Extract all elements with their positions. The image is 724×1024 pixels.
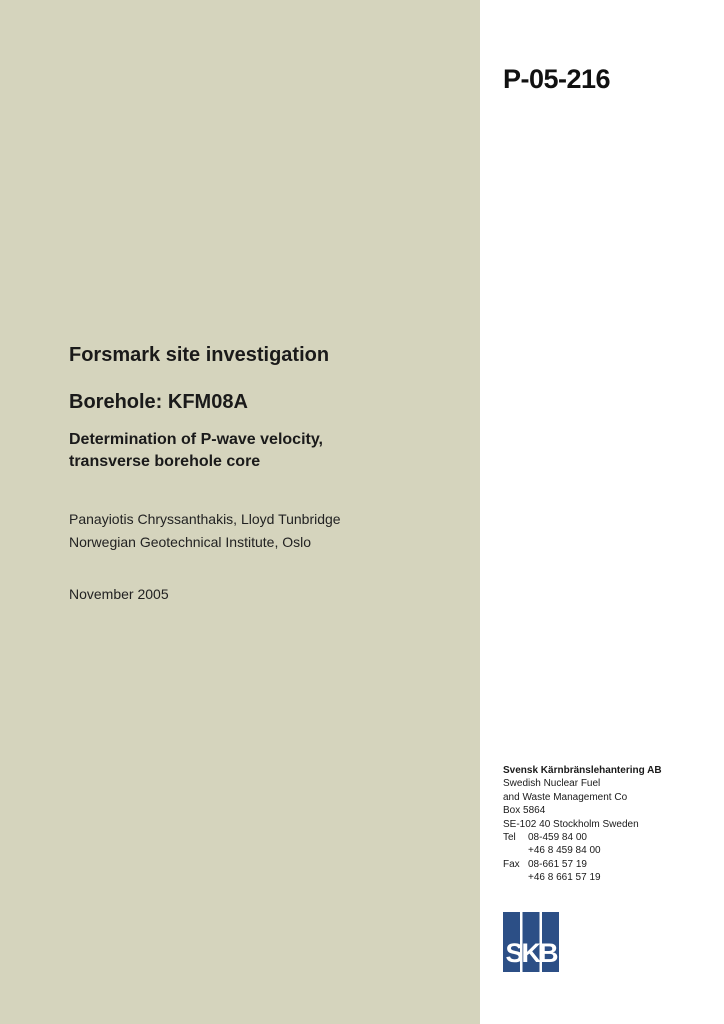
publisher-company: Svensk Kärnbränslehantering AB (503, 765, 662, 776)
report-number: P-05-216 (503, 64, 611, 94)
skb-logo-icon (503, 912, 559, 972)
logo-text: SKB (505, 938, 557, 968)
fax-row (503, 858, 662, 871)
publisher-box: Box 5864 (503, 805, 546, 817)
fax-label: Fax (503, 858, 520, 870)
title-block (69, 342, 469, 473)
tel-number-1: 08-459 84 00 (528, 832, 587, 844)
tel-row (503, 831, 662, 844)
site-title: Forsmark site investigation (69, 344, 330, 366)
publisher-postal: SE-102 40 Stockholm Sweden (503, 818, 639, 830)
tel-number-2: +46 8 459 84 00 (528, 845, 601, 857)
publisher-address (503, 764, 662, 885)
report-subtitle (69, 429, 469, 473)
subtitle-line-1: Determination of P-wave velocity, (69, 431, 323, 448)
fax-number-2: +46 8 661 57 19 (528, 872, 601, 884)
subtitle-line-2: transverse borehole core (69, 453, 261, 470)
authors-block (69, 508, 341, 554)
tel-row-2 (503, 844, 662, 857)
publisher-line-2: and Waste Management Co (503, 791, 628, 803)
author-institution: Norwegian Geotechnical Institute, Oslo (69, 534, 312, 550)
publisher-line-1: Swedish Nuclear Fuel (503, 778, 601, 790)
fax-row-2 (503, 871, 662, 884)
publication-date: November 2005 (69, 586, 169, 602)
fax-number-1: 08-661 57 19 (528, 858, 587, 870)
tel-label: Tel (503, 832, 516, 844)
author-names: Panayiotis Chryssanthakis, Lloyd Tunbridge (69, 511, 341, 527)
borehole-title: Borehole: KFM08A (69, 391, 248, 413)
